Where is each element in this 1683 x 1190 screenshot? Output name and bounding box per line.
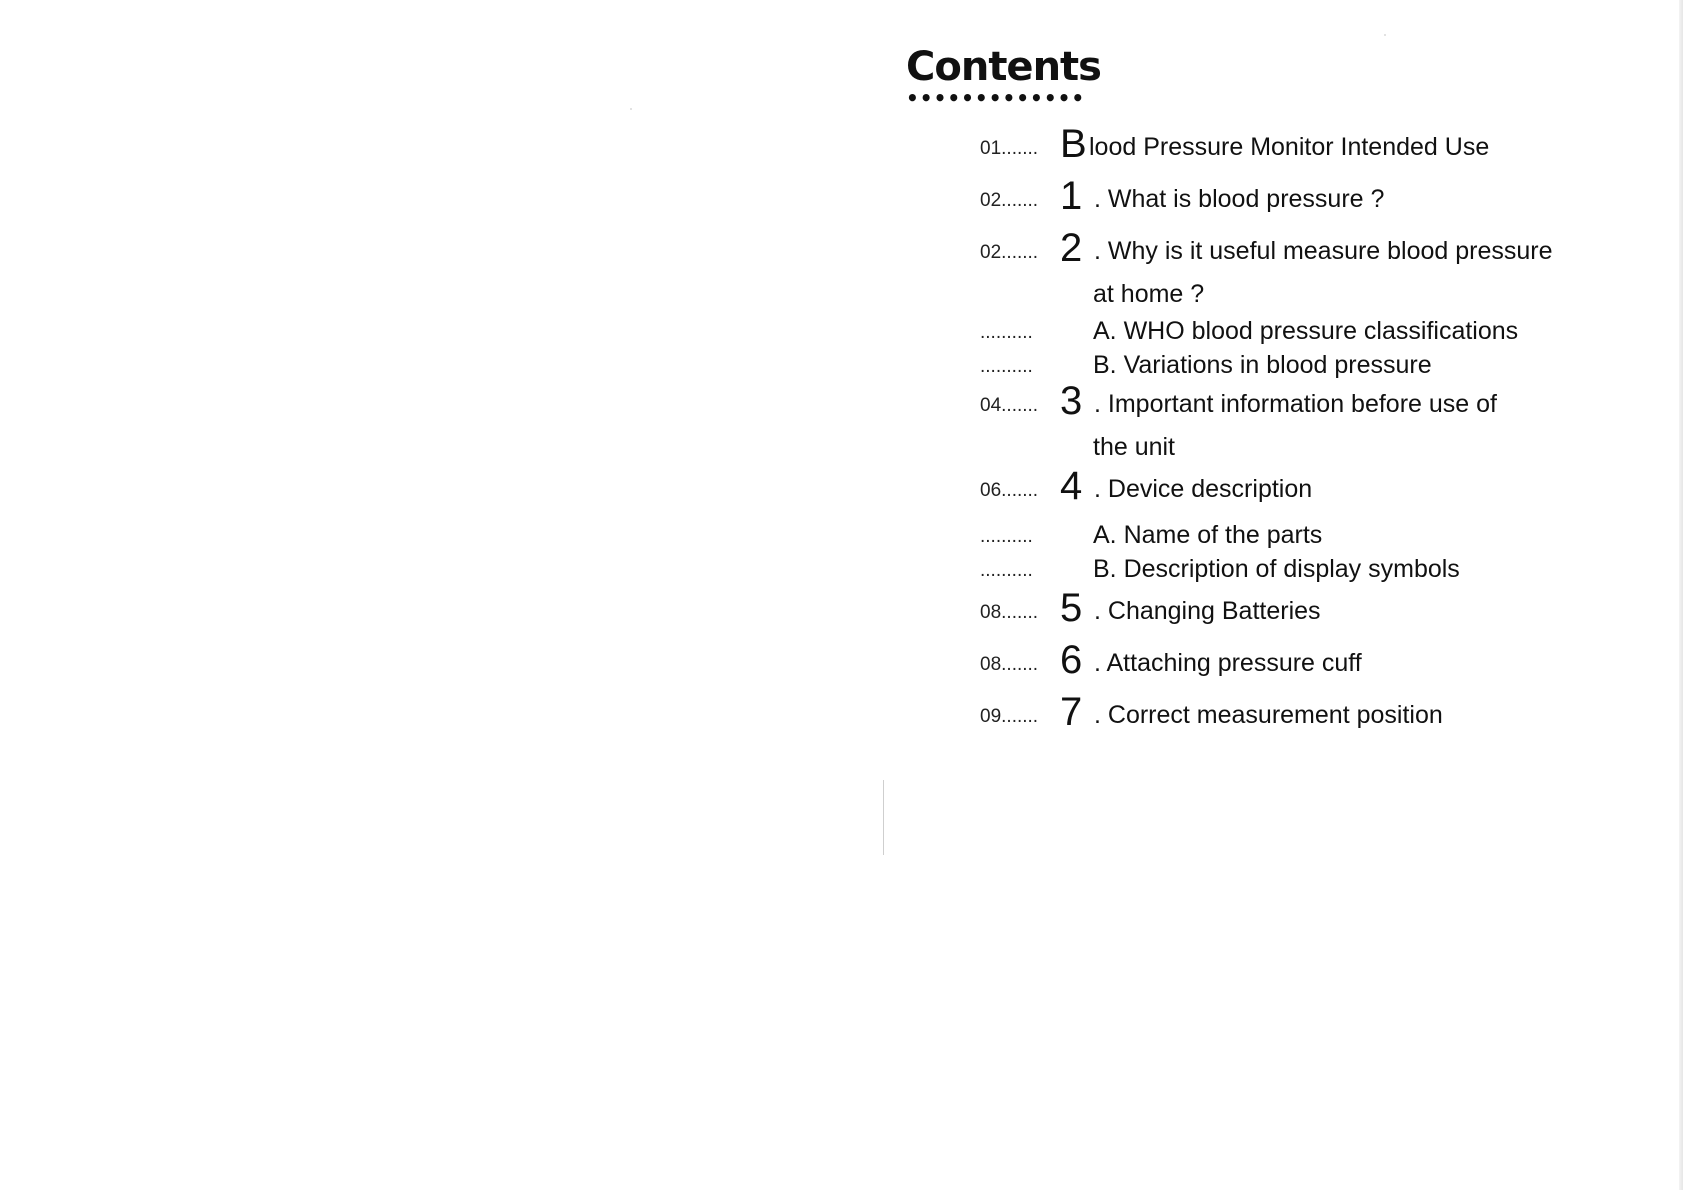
- toc-subentry-title: A. WHO blood pressure classifications: [1093, 317, 1519, 345]
- toc-entry-title: . Device description: [1094, 475, 1313, 503]
- title-underline-dots: •••••••••••••: [906, 86, 1086, 110]
- toc-section-letter: B: [1060, 122, 1087, 166]
- toc-page-number: 08.......: [980, 602, 1039, 623]
- toc-section-number: 3: [1060, 379, 1083, 423]
- toc-entry-title: . Attaching pressure cuff: [1094, 649, 1362, 677]
- toc-entry-title-continued: the unit: [1093, 433, 1176, 461]
- toc-page-number: 02.......: [980, 242, 1039, 263]
- toc-section-number: 1: [1060, 174, 1083, 218]
- toc-page-number: 06.......: [980, 480, 1039, 501]
- toc-page-number: 02.......: [980, 190, 1039, 211]
- toc-entry-title-continued: at home ?: [1093, 280, 1205, 308]
- toc-page-number: 04.......: [980, 395, 1039, 416]
- toc-page-number: 09.......: [980, 706, 1039, 727]
- toc-page-dots: ..........: [980, 322, 1033, 343]
- toc-entry-title: . Important information before use of: [1094, 390, 1497, 418]
- toc-section-number: 4: [1060, 464, 1083, 508]
- toc-section-number: 2: [1060, 226, 1083, 270]
- page-right-edge: [1679, 0, 1683, 1190]
- toc-page-dots: ..........: [980, 526, 1033, 547]
- toc-subentry-title: B. Description of display symbols: [1093, 555, 1460, 583]
- toc-entry-title: . What is blood pressure ?: [1094, 185, 1385, 213]
- toc-entry-title: . Changing Batteries: [1094, 597, 1321, 625]
- toc-subentry-title: A. Name of the parts: [1093, 521, 1323, 549]
- toc-page-number: 08.......: [980, 654, 1039, 675]
- toc-page-dots: ..........: [980, 356, 1033, 377]
- toc-section-number: 6: [1060, 638, 1083, 682]
- scan-speck: [1384, 34, 1386, 36]
- toc-subentry-title: B. Variations in blood pressure: [1093, 351, 1432, 379]
- toc-page-number: 01.......: [980, 138, 1039, 159]
- page-title: Contents: [906, 44, 1101, 90]
- toc-entry-title: . Correct measurement position: [1094, 701, 1443, 729]
- toc-entry-title: . Why is it useful measure blood pressure: [1094, 237, 1553, 265]
- scan-speck: [630, 108, 632, 110]
- toc-page-dots: ..........: [980, 560, 1033, 581]
- toc-section-number: 7: [1060, 690, 1083, 734]
- toc-entry-title: lood Pressure Monitor Intended Use: [1089, 133, 1490, 161]
- toc-section-number: 5: [1060, 586, 1083, 630]
- page-fold-line: [883, 780, 884, 855]
